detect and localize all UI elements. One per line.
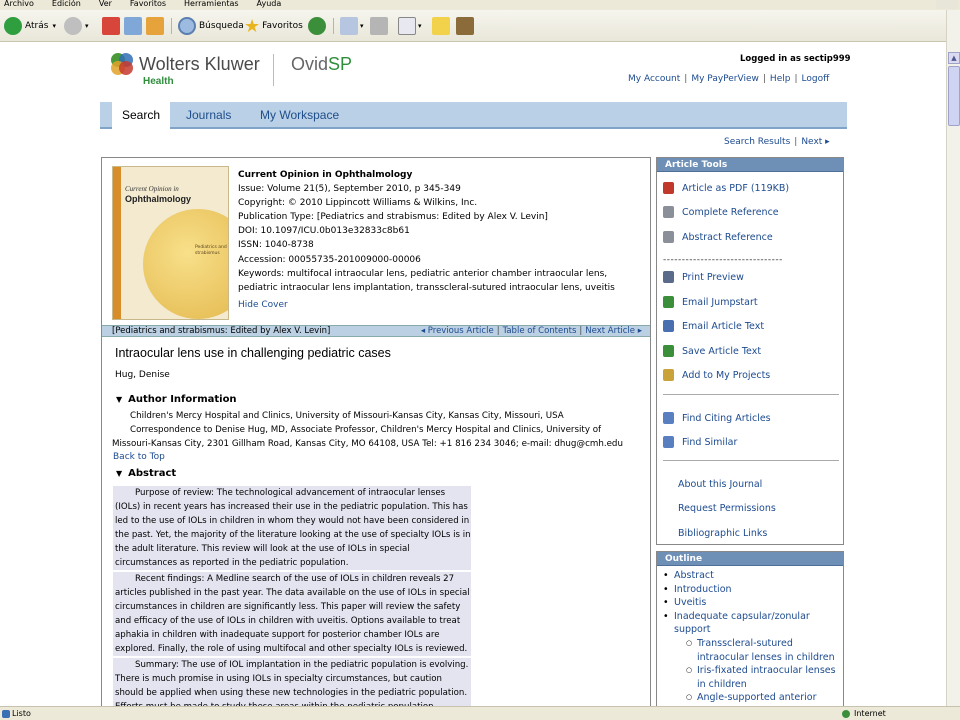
main-nav: [100, 102, 847, 129]
email-jumpstart-icon: [663, 296, 674, 308]
refresh-icon: [124, 17, 142, 35]
ovidsp-logo: OvidSP: [291, 54, 353, 74]
wolters-kluwer-logo-icon: [110, 52, 134, 76]
copyright-line: Copyright: © 2010 Lippincott Williams & Wilkins, Inc.: [238, 198, 478, 209]
cover-eye-image: [143, 209, 229, 319]
outline-item-uveitis[interactable]: • Uveitis: [663, 596, 843, 610]
scroll-thumb[interactable]: [948, 66, 960, 126]
outline-panel: [656, 551, 844, 711]
printer-icon: [663, 271, 674, 283]
article-tools-heading: Article Tools: [657, 158, 843, 172]
add-to-projects-link[interactable]: Add to My Projects: [663, 369, 770, 381]
logo-text: Wolters Kluwer: [139, 54, 260, 74]
windows-flag-icon: [936, 0, 958, 9]
affiliation-line: Children's Mercy Hospital and Clinics, University of Missouri-Kansas City, Kansas City, Missouri, USA: [130, 411, 564, 421]
collapse-triangle-icon: ▼: [116, 469, 123, 478]
status-text: Listo: [12, 709, 31, 718]
stop-button[interactable]: [102, 16, 120, 36]
edit-button[interactable]: ▾: [398, 16, 422, 36]
article-panel: [101, 157, 651, 717]
browser-toolbar: [0, 10, 946, 42]
dropdown-arrow-icon: ▾: [52, 22, 56, 30]
note-icon: [432, 17, 450, 35]
tools-divider: --------------------------------: [663, 255, 783, 265]
home-button[interactable]: [146, 16, 164, 36]
author-affiliation: [112, 409, 642, 451]
section-bar: [102, 325, 650, 337]
abstract-heading[interactable]: ▼ Abstract: [116, 468, 177, 479]
browser-menubar: [0, 0, 960, 10]
issn-line: ISSN: 1040-8738: [238, 240, 314, 251]
outline-item-inadequate-support[interactable]: • Inadequate capsular/zonular support ○ Transscleral-sutured intraocular lenses in children ○ Iris-fixated intraocular lenses in children ○ Angle-supported anterior: [663, 610, 843, 705]
scroll-up-icon[interactable]: ▲: [948, 52, 960, 64]
mail-button[interactable]: ▾: [340, 16, 364, 36]
citation-meta: [238, 168, 638, 312]
accession-line: Accession: 00055735-201009000-00006: [238, 254, 421, 265]
request-permissions-link[interactable]: Request Permissions: [678, 503, 776, 514]
research-icon: [456, 17, 474, 35]
email-article-text-link[interactable]: Email Article Text: [663, 320, 764, 332]
cover-title-big: Ophthalmology: [125, 194, 191, 204]
section-label: [Pediatrics and strabismus: Edited by Alex V. Levin]: [112, 326, 331, 336]
next-article-link[interactable]: Next Article ▸: [585, 326, 642, 336]
logo-divider: [273, 54, 274, 86]
tab-my-workspace[interactable]: My Workspace: [260, 108, 340, 122]
logo-health: Health: [143, 76, 174, 87]
favorites-button[interactable]: [244, 16, 303, 36]
history-button[interactable]: [308, 16, 329, 36]
outline-subitem-angle-supported[interactable]: ○ Angle-supported anterior: [686, 691, 843, 705]
document-icon: [663, 231, 674, 243]
journal-cover: [112, 166, 229, 320]
save-article-text-link[interactable]: Save Article Text: [663, 345, 761, 357]
folder-icon: [663, 369, 674, 381]
article-pager: ◂ Previous Article | Table of Contents | Next Article ▸: [420, 326, 642, 336]
favorites-label: Favoritos: [262, 21, 303, 31]
internet-zone-icon: [842, 710, 850, 718]
cover-inset-text: Pediatrics and strabismus: [195, 245, 227, 256]
outline-sublist: [674, 637, 843, 705]
menu-edicion[interactable]: Edición: [51, 0, 81, 8]
issue-line: Issue: Volume 21(5), September 2010, p 345-349: [238, 184, 461, 195]
research-button[interactable]: [456, 16, 474, 36]
correspondence-line: Correspondence to Denise Hug, MD, Associate Professor, Children's Mercy Hospital and Clinics, University of Missouri-Kansas City, 2301 Gillham Road, Kansas City, MO 64108, USA Tel: +1 816 234 3046; e-mail: dhug@cmh.edu: [112, 425, 623, 449]
home-icon: [146, 17, 164, 35]
article-author: Hug, Denise: [115, 370, 170, 380]
cover-title-small: Current Opinion in: [125, 185, 179, 193]
print-preview-link[interactable]: Print Preview: [663, 271, 744, 283]
stop-icon: [102, 17, 120, 35]
email-jumpstart-link[interactable]: Email Jumpstart: [663, 296, 758, 308]
bibliographic-links-link[interactable]: Bibliographic Links: [678, 528, 768, 539]
abstract-reference-link[interactable]: Abstract Reference: [663, 231, 773, 243]
refresh-button[interactable]: [124, 16, 142, 36]
results-nav: Search Results | Next ▸: [724, 137, 830, 147]
page-icon: [2, 710, 10, 718]
outline-list: [657, 569, 843, 705]
collapse-triangle-icon: ▼: [116, 395, 123, 404]
outline-subitem-transscleral[interactable]: ○ Transscleral-sutured intraocular lenses in children: [686, 637, 843, 664]
tab-search[interactable]: Search: [112, 102, 170, 129]
menu-favoritos[interactable]: Favoritos: [129, 0, 167, 8]
search-results-link[interactable]: Search Results: [724, 137, 791, 147]
logged-in-text: Logged in as sectip999: [740, 54, 851, 64]
menu-ver[interactable]: Ver: [98, 0, 112, 8]
outline-subitem-iris-fixated[interactable]: ○ Iris-fixated intraocular lenses in children: [686, 664, 843, 691]
keywords-line: Keywords: multifocal intraocular lens, pediatric anterior chamber intraocular lens, pediatric intraocular lens implantation, transscleral-sutured intraocular lens, uveitis: [238, 268, 615, 293]
search-icon: [178, 17, 196, 35]
article-tools-panel: [656, 157, 844, 545]
abstract-findings: Recent findings: A Medline search of the use of IOLs in children reveals 27 articles published in the past year. The data available on the use of IOLs in special circumstances in children are significantly less. This paper will review the safety and efficacy of the use of IOLs in children with uveitis. Options available to treat aphakia in children with inadequate support for posterior chamber IOLs are explored. Finally, the role of using multifocal and other specialty IOLs is reviewed.: [115, 574, 470, 654]
messenger-button[interactable]: [432, 16, 450, 36]
envelope-icon: [663, 320, 674, 332]
my-payperview-link[interactable]: My PayPerView: [691, 74, 759, 84]
back-button[interactable]: [4, 16, 56, 36]
edit-icon: [398, 17, 416, 35]
table-of-contents-link[interactable]: Table of Contents: [502, 326, 577, 336]
star-icon: ★: [244, 15, 261, 37]
magnifier-icon: [663, 412, 674, 424]
search-button[interactable]: [178, 16, 244, 36]
document-icon: [663, 206, 674, 218]
history-icon: [308, 17, 326, 35]
menu-archivo[interactable]: Archivo: [4, 0, 34, 8]
logoff-link[interactable]: Logoff: [801, 74, 830, 84]
forward-arrow-icon: [64, 17, 82, 35]
tab-journals[interactable]: Journals: [186, 108, 232, 122]
vertical-scrollbar[interactable]: [946, 10, 960, 706]
back-arrow-icon: [4, 17, 22, 35]
complete-reference-link[interactable]: Complete Reference: [663, 206, 779, 218]
account-links: My Account | My PayPerView | Help | Logoff: [628, 74, 830, 84]
my-account-link[interactable]: My Account: [628, 74, 681, 84]
outline-item-introduction[interactable]: • Introduction: [663, 583, 843, 597]
help-link[interactable]: Help: [769, 74, 791, 84]
magnifier-icon: [663, 436, 674, 448]
save-icon: [663, 345, 674, 357]
hide-cover-link[interactable]: Hide Cover: [238, 299, 288, 310]
outline-heading: Outline: [657, 552, 843, 566]
forward-button[interactable]: ▾: [64, 16, 89, 36]
menu-ayuda[interactable]: Ayuda: [256, 0, 282, 8]
mail-icon: [340, 17, 358, 35]
outline-item-abstract[interactable]: • Abstract: [663, 569, 843, 583]
next-result-link[interactable]: Next ▸: [801, 137, 830, 147]
print-icon: [370, 17, 388, 35]
article-pdf-link[interactable]: Article as PDF (119KB): [663, 182, 789, 194]
journal-name: Current Opinion in Ophthalmology: [238, 170, 413, 180]
find-citing-articles-link[interactable]: Find Citing Articles: [663, 412, 771, 424]
browser-statusbar: [0, 706, 960, 720]
doi-line: DOI: 10.1097/ICU.0b013e32833c8b61: [238, 226, 410, 237]
search-label: Búsqueda: [199, 21, 244, 31]
abstract-body: [113, 486, 471, 716]
pdf-icon: [663, 182, 674, 194]
abstract-summary: Summary: The use of IOL implantation in the pediatric population is evolving. There is much promise in using IOLs in specialty circumstances, but caution should be applied when using these new technologies in the pediatric population.: [113, 658, 471, 714]
tools-separator: [663, 394, 839, 395]
about-journal-link[interactable]: About this Journal: [678, 479, 763, 490]
tools-separator: [663, 460, 839, 461]
abstract-purpose: Purpose of review: The technological advancement of intraocular lenses (IOLs) in recent years has increased their use in the pediatric population. This has led to the use of IOLs in children in whom they would not have been considered in the past. Yet, the majority of the literature looking at the use of specialty IOLs is in the adult literature. This review will look at the use of IOLs in special circumstances as reported in the pediatric population.: [115, 488, 471, 568]
back-label: Atrás: [25, 21, 49, 31]
menu-herramientas[interactable]: Herramientas: [184, 0, 239, 8]
find-similar-link[interactable]: Find Similar: [663, 436, 737, 448]
zone-text: Internet: [854, 709, 886, 718]
print-button[interactable]: [370, 16, 388, 36]
author-info-heading[interactable]: ▼ Author Information: [116, 394, 237, 405]
article-title: Intraocular lens use in challenging pediatric cases: [115, 346, 391, 360]
back-to-top-link[interactable]: Back to Top: [113, 452, 165, 462]
publication-type-line: Publication Type: [Pediatrics and strabismus: Edited by Alex V. Levin]: [238, 212, 548, 223]
previous-article-link[interactable]: ◂ Previous Article: [420, 326, 494, 336]
